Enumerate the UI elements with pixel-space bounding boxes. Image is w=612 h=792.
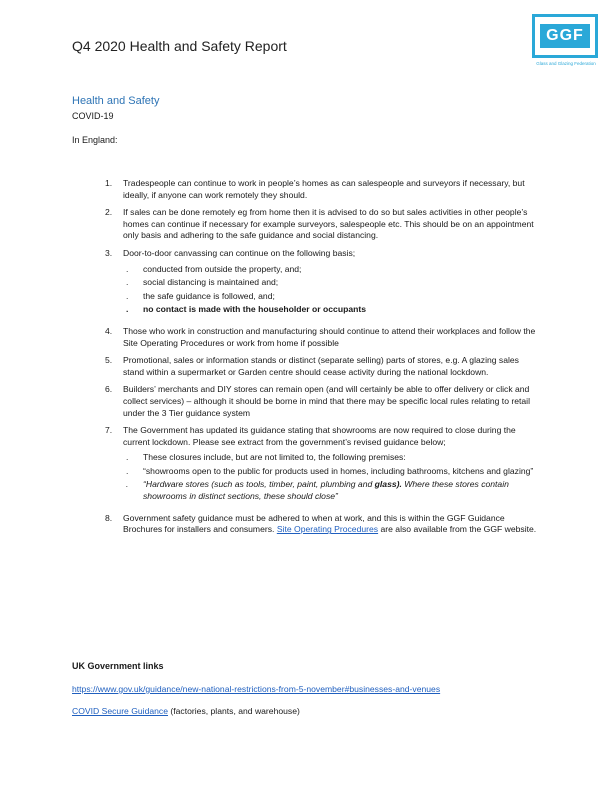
- bullet: .: [126, 277, 129, 288]
- list-item-text: Government safety guidance must be adhered to when at work, and this is within the GGF Guidance Brochures for installers and consumers.: [123, 512, 505, 535]
- logo-box: [532, 14, 598, 58]
- list-number: 4.: [105, 325, 113, 336]
- sub-list-item: [123, 304, 542, 316]
- list-number: 7.: [105, 425, 113, 436]
- logo-text: GGF: [540, 24, 590, 48]
- list-number: 2.: [105, 207, 113, 218]
- list-number: 1.: [105, 178, 113, 188]
- sub-list-item: [123, 264, 542, 276]
- list-item-text: are also available from the GGF website.: [378, 524, 537, 535]
- list-item: [72, 384, 542, 419]
- site-operating-procedures-link[interactable]: Site Operating Procedures: [276, 524, 379, 535]
- sub-list-item: [123, 479, 542, 502]
- list-number: 6.: [105, 384, 113, 395]
- sub-list-item: [123, 466, 542, 478]
- list-number: 5.: [105, 355, 113, 366]
- bullet: .: [126, 465, 129, 476]
- list-item: [72, 326, 542, 349]
- sub-item-text: no contact is made with the householder or occupants: [143, 304, 366, 315]
- list-item: [72, 425, 542, 503]
- sub-item-text: the safe guidance is followed, and;: [143, 290, 275, 301]
- logo-tagline: Glass and Glazing Federation: [536, 61, 596, 66]
- covid-secure-row: [72, 706, 300, 716]
- list-number: 8.: [105, 512, 113, 523]
- list-item-text: Those who work in construction and manufacturing should continue to attend their workplaces and follow the Site Operating Procedures or work from home if possible: [123, 325, 536, 348]
- covid-secure-suffix: (factories, plants, and warehouse): [168, 706, 300, 716]
- list-item-text: Promotional, sales or information stands or distinct (separate selling) parts of stores, e.g. A glazing sales stand within a supermarket or Garden centre should cease activity during the national lockdown.: [123, 355, 519, 377]
- gov-guidance-row: [72, 684, 440, 694]
- list-item-text: Door-to-door canvassing can continue on the following basis;: [123, 247, 356, 258]
- bullet: .: [126, 479, 129, 490]
- bullet: .: [126, 452, 129, 463]
- sub-item-bold-text: glass).: [374, 479, 402, 490]
- section-heading: Health and Safety: [72, 95, 160, 107]
- ggf-logo: [530, 14, 602, 66]
- list-item-text: Tradespeople can continue to work in people’s homes as can salespeople and surveyors if necessary, but ideally, if anyone can work remotely they should.: [123, 178, 525, 200]
- sub-item-text: conducted from outside the property, and;: [143, 263, 302, 274]
- page-title: Q4 2020 Health and Safety Report: [72, 38, 287, 54]
- list-item: [72, 355, 542, 378]
- sub-item-text: “showrooms open to the public for products used in homes, including bathrooms, kitchens and glazing”: [143, 465, 534, 476]
- section-subheading: COVID-19: [72, 111, 114, 121]
- bullet: .: [126, 263, 129, 274]
- list-item: [72, 178, 542, 201]
- sub-list: [123, 452, 542, 502]
- sub-item-text: social distancing is maintained and;: [143, 277, 279, 288]
- list-item: [72, 513, 542, 536]
- intro-text: In England:: [72, 135, 118, 145]
- sub-item-text: Where these stores contain showrooms in distinct sections, these should close”: [143, 479, 509, 502]
- sub-list-item: [123, 291, 542, 303]
- list-item-text: If sales can be done remotely eg from home then it is advised to do so but sales activities in other people’s homes can continue if necessary for example surveyors, salespeople etc. This should be on an appointment only basis and adhering to the safe guidance and social distancing.: [123, 207, 534, 241]
- bullet: .: [126, 290, 129, 301]
- list-item-text: The Government has updated its guidance stating that showrooms are now required to close during the current lockdown. Please see extract from the government’s revised guidance below;: [123, 425, 516, 447]
- covid-secure-guidance-link[interactable]: COVID Secure Guidance: [72, 706, 169, 716]
- sub-item-text: “Hardware stores (such as tools, timber, paint, plumbing and: [143, 479, 375, 490]
- list-item: [72, 207, 542, 242]
- sub-list-item: [123, 452, 542, 464]
- sub-item-text: These closures include, but are not limited to, the following premises:: [143, 452, 406, 463]
- list-item: [72, 248, 542, 316]
- list-item-text: Builders’ merchants and DIY stores can remain open (and will certainly be able to offer delivery or click and collect services) – although it should be borne in mind that there may be specific local rules relating to retail under the 3 Tier guidance system: [123, 384, 530, 418]
- gov-guidance-link[interactable]: https://www.gov.uk/guidance/new-national-restrictions-from-5-november#businesses-and-venues: [72, 684, 441, 694]
- sub-list: [123, 264, 542, 316]
- list-number: 3.: [105, 247, 113, 258]
- links-heading: UK Government links: [72, 661, 164, 671]
- bullet: .: [126, 304, 129, 315]
- numbered-list: [72, 178, 542, 542]
- sub-list-item: [123, 277, 542, 289]
